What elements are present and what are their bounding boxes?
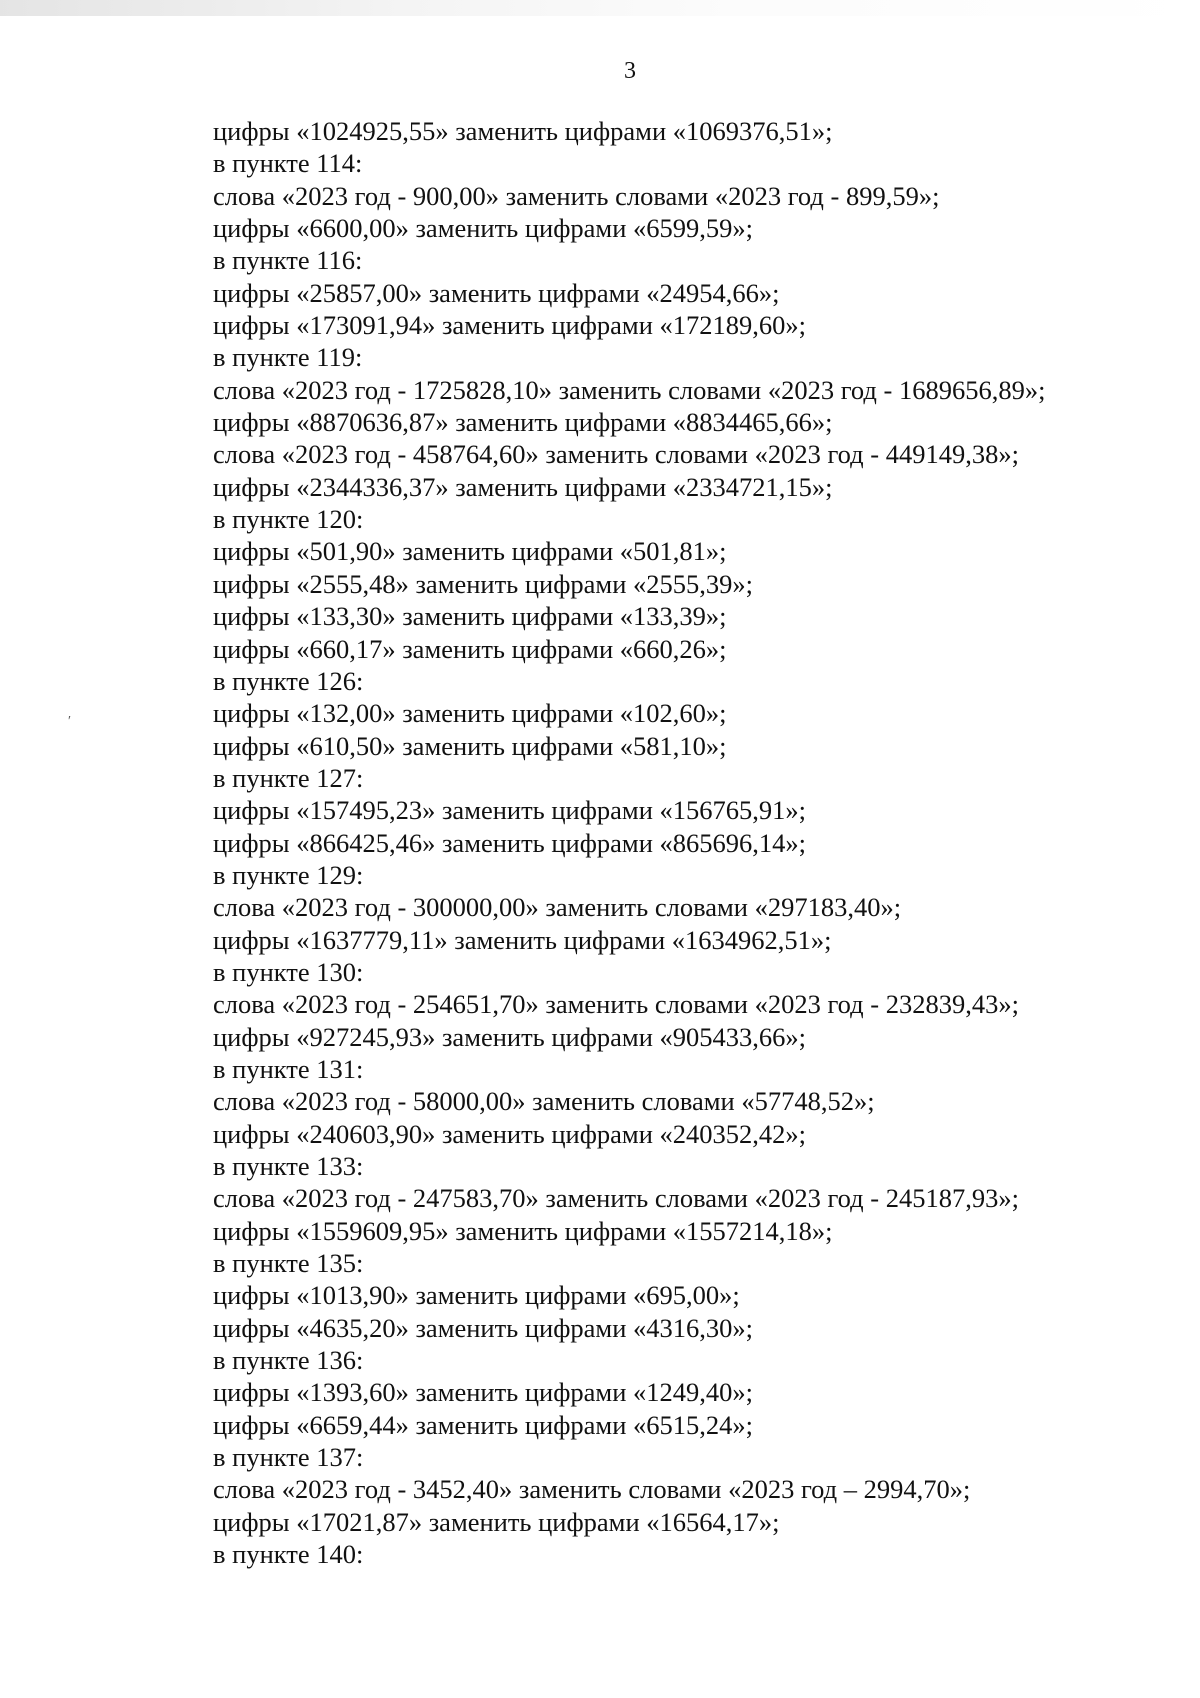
text-line: цифры «4635,20» заменить цифрами «4316,30»; — [213, 1312, 753, 1343]
text-line: цифры «2555,48» заменить цифрами «2555,39»; — [213, 568, 753, 599]
text-line: цифры «1013,90» заменить цифрами «695,00»; — [213, 1280, 740, 1311]
text-line: цифры «660,17» заменить цифрами «660,26»; — [213, 633, 727, 664]
text-line: цифры «6600,00» заменить цифрами «6599,59»; — [213, 213, 753, 244]
text-line: в пункте 137: — [213, 1442, 364, 1473]
text-line: слова «2023 год - 3452,40» заменить словами «2023 год – 2994,70»; — [213, 1474, 971, 1505]
text-line: цифры «1637779,11» заменить цифрами «1634962,51»; — [213, 924, 832, 955]
page-number: 3 — [624, 58, 636, 84]
text-line: цифры «173091,94» заменить цифрами «172189,60»; — [213, 310, 806, 341]
text-line: в пункте 119: — [213, 342, 363, 373]
text-line: цифры «133,30» заменить цифрами «133,39»; — [213, 601, 727, 632]
text-line: в пункте 130: — [213, 956, 364, 987]
text-line: слова «2023 год - 254651,70» заменить словами «2023 год - 232839,43»; — [213, 989, 1019, 1020]
text-line: цифры «1393,60» заменить цифрами «1249,40»; — [213, 1377, 753, 1408]
text-line: слова «2023 год - 1725828,10» заменить словами «2023 год - 1689656,89»; — [213, 374, 1046, 405]
text-line: в пункте 127: — [213, 762, 364, 793]
text-line: слова «2023 год - 58000,00» заменить словами «57748,52»; — [213, 1086, 875, 1117]
text-line: в пункте 136: — [213, 1345, 364, 1376]
text-line: в пункте 120: — [213, 504, 364, 535]
text-line: цифры «501,90» заменить цифрами «501,81»; — [213, 536, 727, 567]
document-body — [213, 115, 1173, 1570]
scan-edge-artifact — [0, 0, 1200, 16]
text-line: цифры «6659,44» заменить цифрами «6515,24»; — [213, 1409, 753, 1440]
text-line: цифры «1559609,95» заменить цифрами «1557214,18»; — [213, 1215, 833, 1246]
text-line: цифры «25857,00» заменить цифрами «24954,66»; — [213, 277, 780, 308]
text-line: цифры «17021,87» заменить цифрами «16564,17»; — [213, 1506, 780, 1537]
text-line: слова «2023 год - 900,00» заменить словами «2023 год - 899,59»; — [213, 180, 940, 211]
text-line: в пункте 135: — [213, 1248, 364, 1279]
text-line: цифры «2344336,37» заменить цифрами «2334721,15»; — [213, 471, 833, 502]
text-line: цифры «157495,23» заменить цифрами «156765,91»; — [213, 795, 806, 826]
text-line: слова «2023 год - 300000,00» заменить словами «297183,40»; — [213, 892, 902, 923]
text-line: в пункте 131: — [213, 1053, 364, 1084]
scan-speck: ′ — [68, 714, 72, 729]
text-line: цифры «610,50» заменить цифрами «581,10»; — [213, 730, 727, 761]
text-line: цифры «240603,90» заменить цифрами «240352,42»; — [213, 1118, 806, 1149]
text-line: в пункте 114: — [213, 148, 363, 179]
text-line: в пункте 140: — [213, 1539, 364, 1570]
text-line: слова «2023 год - 458764,60» заменить словами «2023 год - 449149,38»; — [213, 439, 1019, 470]
text-line: цифры «927245,93» заменить цифрами «905433,66»; — [213, 1021, 806, 1052]
text-line: цифры «132,00» заменить цифрами «102,60»; — [213, 698, 727, 729]
text-line: в пункте 126: — [213, 665, 364, 696]
text-line: в пункте 129: — [213, 859, 364, 890]
text-line: цифры «8870636,87» заменить цифрами «8834465,66»; — [213, 407, 833, 438]
text-line: цифры «866425,46» заменить цифрами «865696,14»; — [213, 827, 806, 858]
text-line: в пункте 116: — [213, 245, 363, 276]
text-line: в пункте 133: — [213, 1151, 364, 1181]
text-line: цифры «1024925,55» заменить цифрами «1069376,51»; — [213, 116, 833, 146]
text-line: слова «2023 год - 247583,70» заменить словами «2023 год - 245187,93»; — [213, 1183, 1019, 1214]
